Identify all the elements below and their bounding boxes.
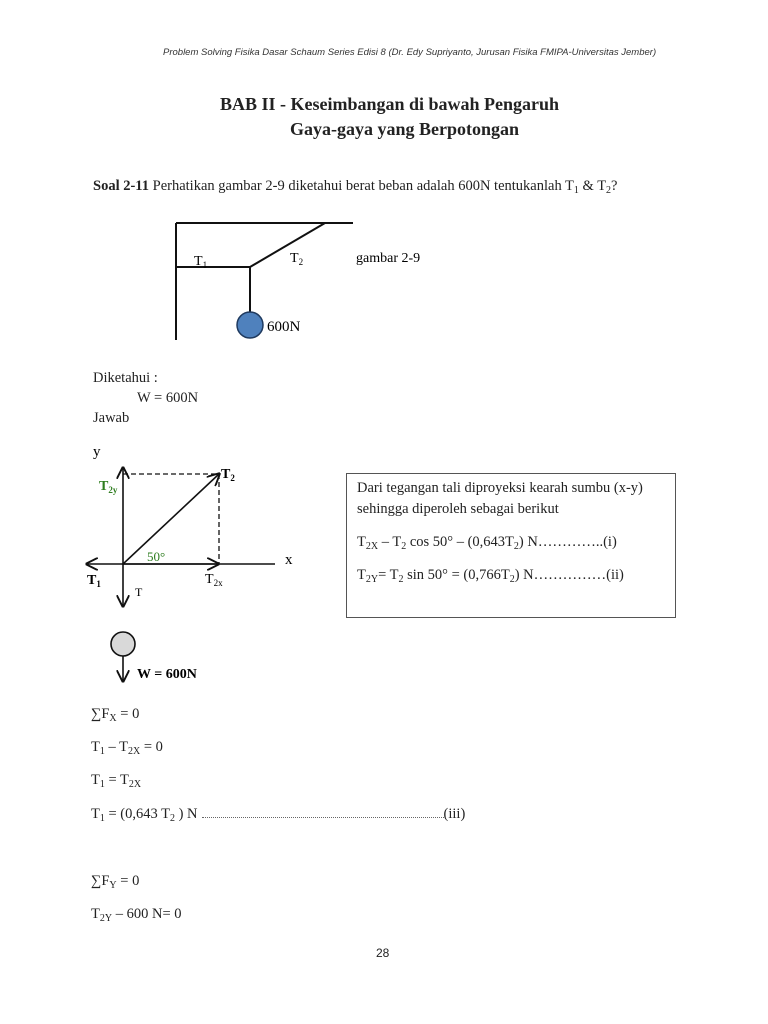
- t2-vector: [123, 474, 219, 564]
- eq-t1-minus-t2x: $T_1 - T_{2X} = 0$: [91, 739, 163, 757]
- eq-sum-fy: $\sum F_Y = 0$: [91, 873, 140, 891]
- projection-box: [346, 473, 676, 618]
- label-t: T: [135, 585, 143, 599]
- label-t2y: $T_{2y}$: [99, 479, 118, 495]
- label-t2: $T_2$: [221, 467, 235, 483]
- page-number: 28: [376, 946, 390, 960]
- known-heading: Diketahui :: [93, 370, 158, 386]
- chapter-title-line2: Gaya-gaya yang Berpotongan: [290, 119, 520, 139]
- figure-2-9: [170, 215, 450, 345]
- box-line2: sehingga diperoleh sebagai berikut: [357, 501, 559, 517]
- figure-caption: gambar 2-9: [356, 251, 421, 266]
- label-t2x: $T_{2x}$: [205, 572, 223, 588]
- box-line1: Dari tegangan tali diproyeksi kearah sumbu (x-y): [357, 480, 643, 496]
- chapter-title-line1: BAB II - Keseimbangan di bawah Pengaruh: [220, 94, 560, 114]
- mass-ball: [237, 312, 263, 338]
- angle-label: 50°: [147, 549, 166, 564]
- eq-t2y: $T_{2Y} - 600$ N= 0: [91, 906, 182, 924]
- eq-sum-fx: $\sum F_X = 0$: [91, 706, 140, 724]
- rope-t2: [250, 223, 325, 267]
- label-t1: $T_1$: [87, 573, 101, 589]
- label-weight: W = 600N: [137, 667, 197, 682]
- mass-ball: [111, 632, 135, 656]
- label-t1: $T_1$: [194, 254, 208, 270]
- eq-t1-equals-t2x: $T_1 = T_{2X}$: [91, 772, 142, 790]
- question-label: Soal 2-11: [93, 178, 149, 194]
- known-weight: W = 600N: [137, 390, 199, 406]
- mass-label: 600N: [267, 319, 301, 335]
- eq-iii: $T_1 = (0,643$ $T_2$ ) N (iii): [91, 806, 466, 824]
- label-t2: $T_2$: [290, 251, 304, 267]
- label-y: y: [93, 444, 101, 460]
- answer-heading: Jawab: [93, 410, 130, 426]
- free-body-diagram: [75, 438, 315, 688]
- running-header: Problem Solving Fisika Dasar Schaum Series Edisi 8 (Dr. Edy Supriyanto, Jurusan Fisika FMIPA-Universitas Jember): [163, 47, 657, 58]
- dotted-leader: [202, 807, 444, 818]
- question-text: Soal 2-11 Perhatikan gambar 2-9 diketahui berat beban adalah 600N tentukanlah $T_1$ & $T_2$?: [93, 178, 618, 196]
- label-x: x: [285, 552, 293, 568]
- box-eq-i: $T_{2X} - T_2$ $\cos 50^\circ - (0,643T_2)$ N…………..(i): [357, 534, 617, 552]
- box-eq-ii: $T_{2Y}= T_2$ $\sin 50^\circ = (0,766T_2)$ N……………(ii): [357, 567, 624, 585]
